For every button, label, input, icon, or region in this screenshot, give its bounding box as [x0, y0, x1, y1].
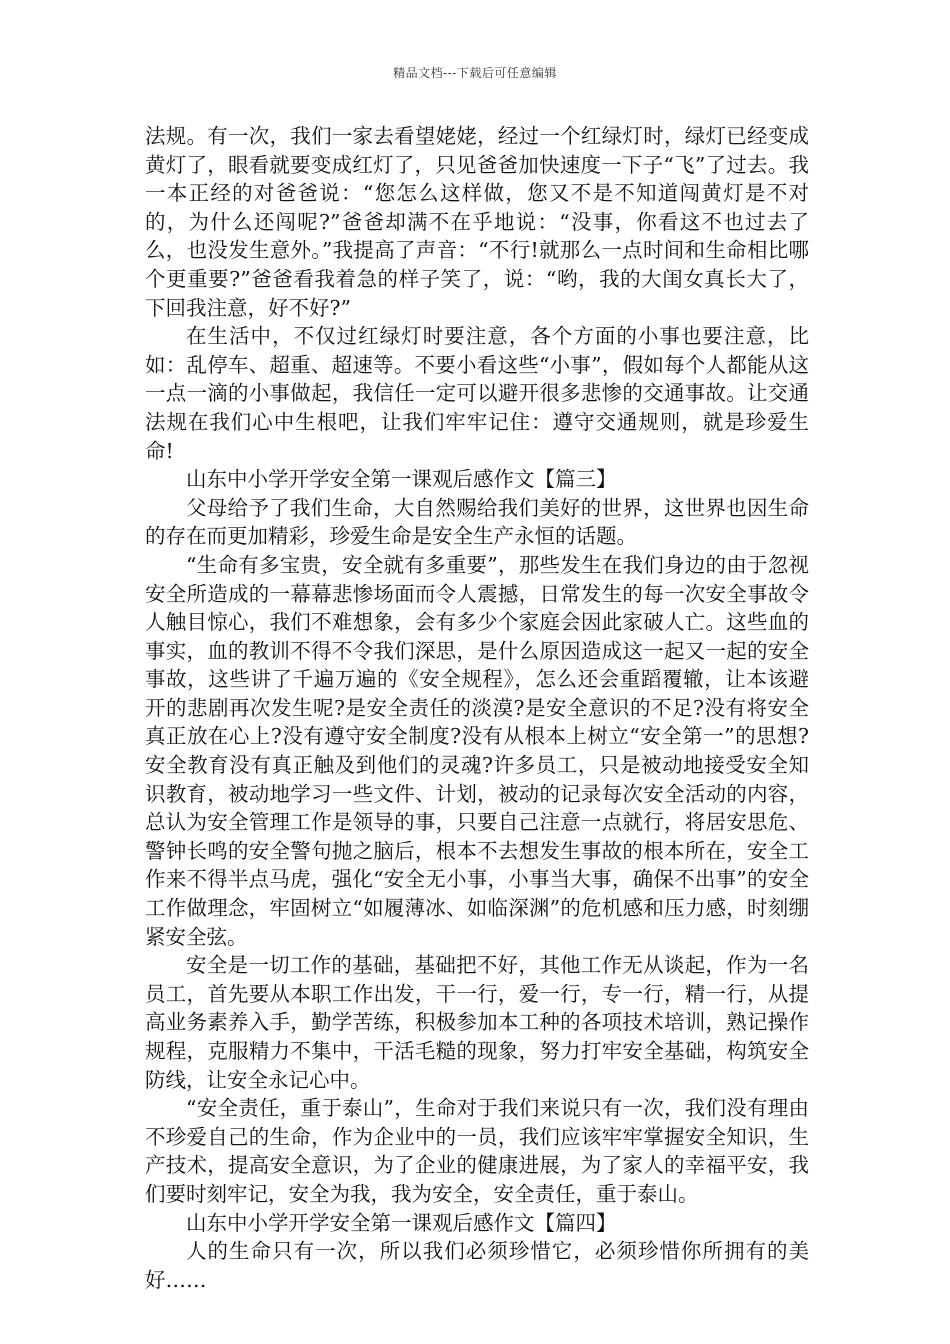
page-header: 精品文档---下载后可任意编辑: [393, 66, 557, 80]
paragraph: “安全责任，重于泰山”，生命对于我们来说只有一次，我们没有理由不珍爱自己的生命，作为企业中的一员，我们应该牢牢掌握安全知识，生产技术，提高安全意识，为了企业的健康进展，为了家人的幸福平安，我们要时刻牢记，安全为我，我为安全，安全责任，重于泰山。: [145, 1096, 809, 1206]
paragraph: 法规。有一次，我们一家去看望姥姥，经过一个红绿灯时，绿灯已经变成黄灯了，眼看就要变成红灯了，只见爸爸加快速度一下子“飞”了过去。我一本正经的对爸爸说：“您怎么这样做，您又不是不知道闯黄灯是不对的，为什么还闯呢?”爸爸却满不在乎地说：“没事，你看这不也过去了么，也没发生意外。”我提高了声音：“不行!就那么一点时间和生命相比哪个更重要?”爸爸看我着急的样子笑了，说：“哟，我的大闺女真长大了，下回我注意，好不好?”: [145, 124, 809, 320]
document-body: [145, 122, 809, 1294]
section-heading: 山东中小学开学安全第一课观后感作文【篇四】: [186, 1210, 617, 1235]
section-heading: 山东中小学开学安全第一课观后感作文【篇三】: [186, 467, 617, 492]
paragraph: 父母给予了我们生命，大自然赐给我们美好的世界，这世界也因生命的存在而更加精彩，珍爱生命是安全生产永恒的话题。: [145, 495, 809, 549]
paragraph: 安全是一切工作的基础，基础把不好，其他工作无从谈起，作为一名员工，首先要从本职工作出发，干一行，爱一行，专一行，精一行，从提高业务素养入手，勤学苦练，积极参加本工种的各项技术培训，熟记操作规程，克服精力不集中，干活毛糙的现象，努力打牢安全基础，构筑安全防线，让安全永记心中。: [145, 953, 809, 1092]
paragraph: 人的生命只有一次，所以我们必须珍惜它，必须珍惜你所拥有的美好……: [145, 1239, 809, 1292]
paragraph: 在生活中，不仅过红绿灯时要注意，各个方面的小事也要注意，比如：乱停车、超重、超速等。不要小看这些“小事”，假如每个人都能从这一点一滴的小事做起，我信任一定可以避开很多悲惨的交通事故。让交通法规在我们心中生根吧，让我们牢牢记住：遵守交通规则，就是珍爱生命!: [145, 324, 809, 463]
paragraph: “生命有多宝贵，安全就有多重要”，那些发生在我们身边的由于忽视安全所造成的一幕幕悲惨场面而令人震撼，日常发生的每一次安全事故令人触目惊心，我们不难想象，会有多少个家庭会因此家破人亡。这些血的事实，血的教训不得不令我们深思，是什么原因造成这一起又一起的安全事故，这些讲了千遍万遍的《安全规程》，怎么还会重蹈覆辙，让本该避开的悲剧再次发生呢?是安全责任的淡漠?是安全意识的不足?没有将安全真正放在心上?没有遵守安全制度?没有从根本上树立“安全第一”的思想?安全教育没有真正触及到他们的灵魂?许多员工，只是被动地接受安全知识教育，被动地学习一些文件、计划，被动的记录每次安全活动的内容，总认为安全管理工作是领导的事，只要自己注意一点就行，将居安思危、警钟长鸣的安全警句抛之脑后，根本不去想发生事故的根本所在，安全工作来不得半点马虎，强化“安全无小事，小事当大事，确保不出事”的安全工作做理念，牢固树立“如履薄冰、如临深渊”的危机感和压力感，时刻绷紧安全弦。: [145, 552, 809, 949]
